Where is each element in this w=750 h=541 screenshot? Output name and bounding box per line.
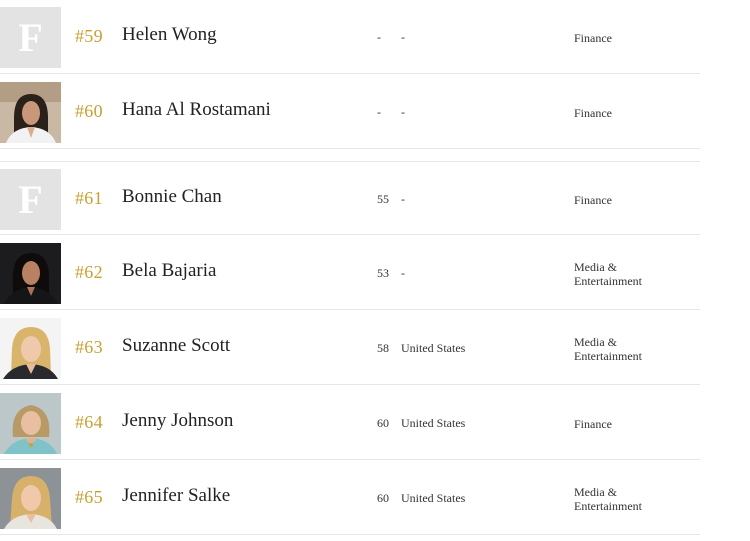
age-value: 60 xyxy=(377,416,389,430)
person-name[interactable]: Bela Bajaria xyxy=(122,260,217,281)
age-value: 58 xyxy=(377,341,389,355)
person-name[interactable]: Suzanne Scott xyxy=(122,335,231,356)
age-value: - xyxy=(377,105,381,119)
portrait-photo xyxy=(0,468,61,529)
placeholder-f-icon xyxy=(0,7,61,68)
placeholder-letter: F xyxy=(18,14,43,60)
portrait-photo xyxy=(0,393,61,454)
list-item[interactable] xyxy=(0,0,700,74)
industry-value xyxy=(574,417,684,431)
industry-line: Media & xyxy=(574,260,617,274)
country-value: - xyxy=(401,30,405,44)
portrait-photo xyxy=(0,318,61,379)
list-item[interactable] xyxy=(0,461,700,535)
industry-line: Entertainment xyxy=(574,499,642,513)
industry-line: Finance xyxy=(574,31,612,45)
industry-value xyxy=(574,260,684,288)
country-value: - xyxy=(401,192,405,206)
industry-value xyxy=(574,106,684,120)
country-value: United States xyxy=(401,341,466,355)
industry-line: Finance xyxy=(574,417,612,431)
list-item[interactable] xyxy=(0,75,700,149)
person-name[interactable]: Helen Wong xyxy=(122,24,217,45)
list-item[interactable] xyxy=(0,236,700,310)
person-name[interactable]: Hana Al Rostamani xyxy=(122,99,271,120)
industry-value xyxy=(574,31,684,45)
country-value: - xyxy=(401,266,405,280)
list-item[interactable] xyxy=(0,161,700,235)
industry-line: Finance xyxy=(574,106,612,120)
rank-label: #60 xyxy=(75,101,103,121)
age-value: - xyxy=(377,30,381,44)
rank-label: #61 xyxy=(75,188,103,208)
list-item[interactable] xyxy=(0,386,700,460)
portrait-photo xyxy=(0,82,61,143)
age-value: 60 xyxy=(377,491,389,505)
person-name[interactable]: Jennifer Salke xyxy=(122,485,231,506)
person-name[interactable]: Jenny Johnson xyxy=(122,410,234,431)
person-name[interactable]: Bonnie Chan xyxy=(122,186,222,207)
placeholder-letter: F xyxy=(18,176,43,222)
portrait-photo xyxy=(0,243,61,304)
country-value: United States xyxy=(401,491,466,505)
placeholder-f-icon xyxy=(0,169,61,230)
age-value: 53 xyxy=(377,266,389,280)
age-value: 55 xyxy=(377,192,389,206)
rank-label: #62 xyxy=(75,262,103,282)
list-item[interactable] xyxy=(0,311,700,385)
rank-label: #64 xyxy=(75,412,103,432)
industry-value xyxy=(574,335,684,363)
industry-line: Finance xyxy=(574,193,612,207)
industry-line: Entertainment xyxy=(574,274,642,288)
industry-value xyxy=(574,485,684,513)
industry-value xyxy=(574,193,684,207)
industry-line: Entertainment xyxy=(574,349,642,363)
industry-line: Media & xyxy=(574,485,617,499)
rank-label: #63 xyxy=(75,337,103,357)
industry-line: Media & xyxy=(574,335,617,349)
country-value: United States xyxy=(401,416,466,430)
country-value: - xyxy=(401,105,405,119)
rank-label: #59 xyxy=(75,26,103,46)
rank-label: #65 xyxy=(75,487,103,507)
